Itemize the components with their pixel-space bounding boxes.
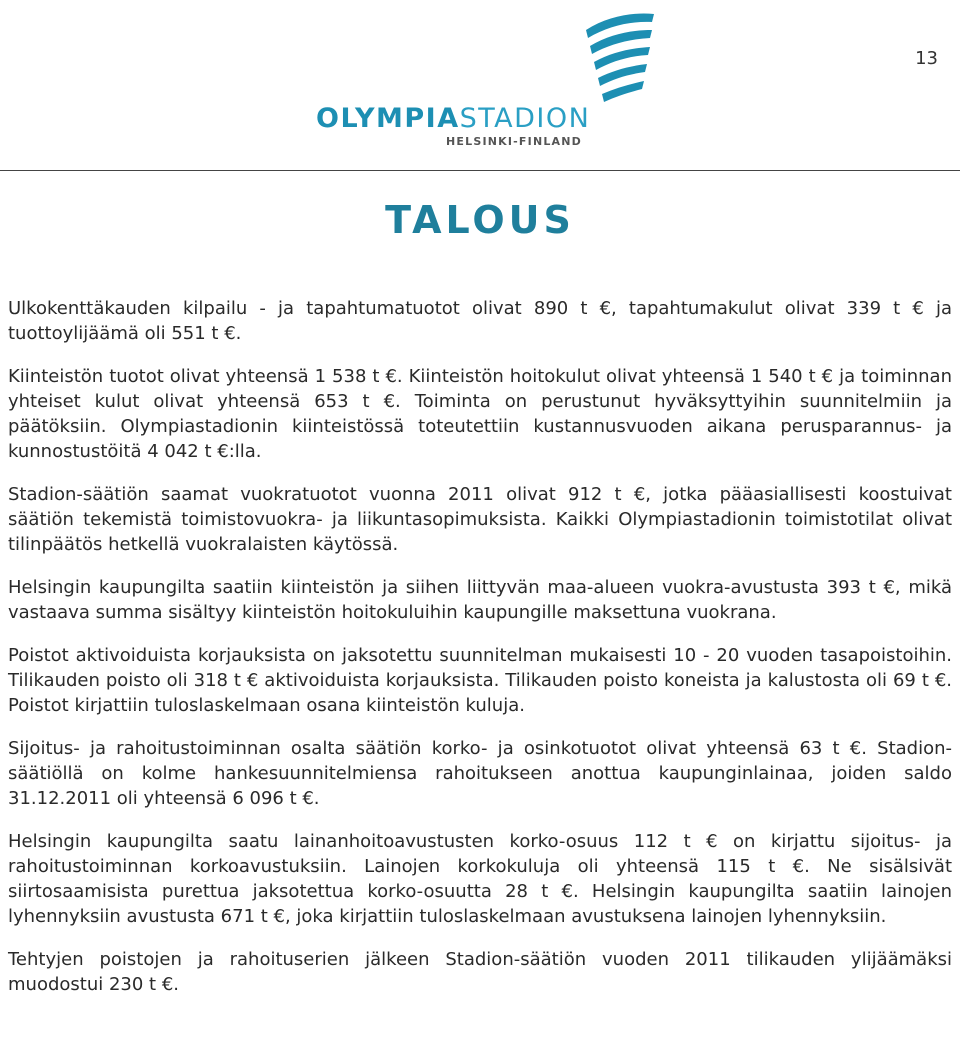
logo-wordmark-light: STADION (459, 103, 591, 134)
paragraph-investments: Sijoitus- ja rahoitustoiminnan osalta säätiön korko- ja osinkotuotot olivat yhteensä 63 t €. Stadion-säätiöllä on kolme hankesuunnitelmiensa rahoitukseen anottua kaupunginlainaa, joiden saldo 31.12.2011 oli yhteensä 6 096 t €. (8, 738, 952, 809)
paragraph-rental-income: Stadion-säätiön saamat vuokratuotot vuonna 2011 olivat 912 t €, jotka pääasiallisesti koostuivat säätiön tekemistä toimistovuokra- ja liikuntasopimuksista. Kaikki Olympiastadionin toimistotilat olivat tilinpäätös hetkellä vuokralaisten käytössä. (8, 484, 952, 555)
page-title: TALOUS (385, 198, 575, 242)
logo-subline: HELSINKI-FINLAND (446, 135, 583, 148)
logo-wordmark (316, 103, 590, 134)
paragraph-loan-interest: Helsingin kaupungilta saatu lainanhoitoavustusten korko-osuus 112 t € on kirjattu sijoitus- ja rahoitustoiminnan korkoavustuksiin. Lainojen korkokuluja oli yhteensä 115 t €. Ne sisälsivät siirtosaamisista purettua jaksotettua korko-osuutta 28 t €. Helsingin kaupungilta saatiin lainojen lyhennyksiin avustusta 671 t €, joka kirjattiin tuloslaskelmaan avustuksena lainojen lyhennyksiin. (8, 831, 952, 927)
logo-wordmark-bold: OLYMPIA (316, 103, 460, 134)
paragraph-rent-subsidy: Helsingin kaupungilta saatiin kiinteistön ja siihen liittyvän maa-alueen vuokra-avustusta 393 t €, mikä vastaava summa sisältyy kiinteistön hoitokuluihin kaupungille maksettuna vuokrana. (8, 577, 952, 623)
body-text (8, 296, 952, 1015)
olympiastadion-logo (316, 8, 656, 148)
paragraph-event-revenue: Ulkokenttäkauden kilpailu - ja tapahtumatuotot olivat 890 t €, tapahtumakulut olivat 339 t € ja tuottoylijäämä oli 551 t €. (8, 298, 952, 344)
stadium-tower-logo-icon (578, 8, 656, 108)
paragraph-depreciation: Poistot aktivoiduista korjauksista on jaksotettu suunnitelman mukaisesti 10 - 20 vuoden tasapoistoihin. Tilikauden poisto oli 318 t € aktivoiduista korjauksista. Tilikauden poisto koneista ja kalustosta oli 69 t €. Poistot kirjattiin tuloslaskelmaan osana kiinteistön kuluja. (8, 645, 952, 716)
paragraph-property-revenue: Kiinteistön tuotot olivat yhteensä 1 538 t €. Kiinteistön hoitokulut olivat yhteensä 1 540 t € ja toiminnan yhteiset kulut olivat yhteensä 653 t €. Toiminta on perustunut hyväksyttyihin suunnitelmiin ja päätöksiin. Olympiastadionin kiinteistössä toteutettiin kustannusvuoden aikana perusparannus- ja kunnostustöitä 4 042 t €:lla. (8, 366, 952, 462)
paragraph-surplus: Tehtyjen poistojen ja rahoituserien jälkeen Stadion-säätiön vuoden 2011 tilikauden ylijäämäksi muodostui 230 t €. (8, 949, 952, 995)
header-divider (0, 170, 960, 171)
page-number: 13 (915, 48, 938, 69)
